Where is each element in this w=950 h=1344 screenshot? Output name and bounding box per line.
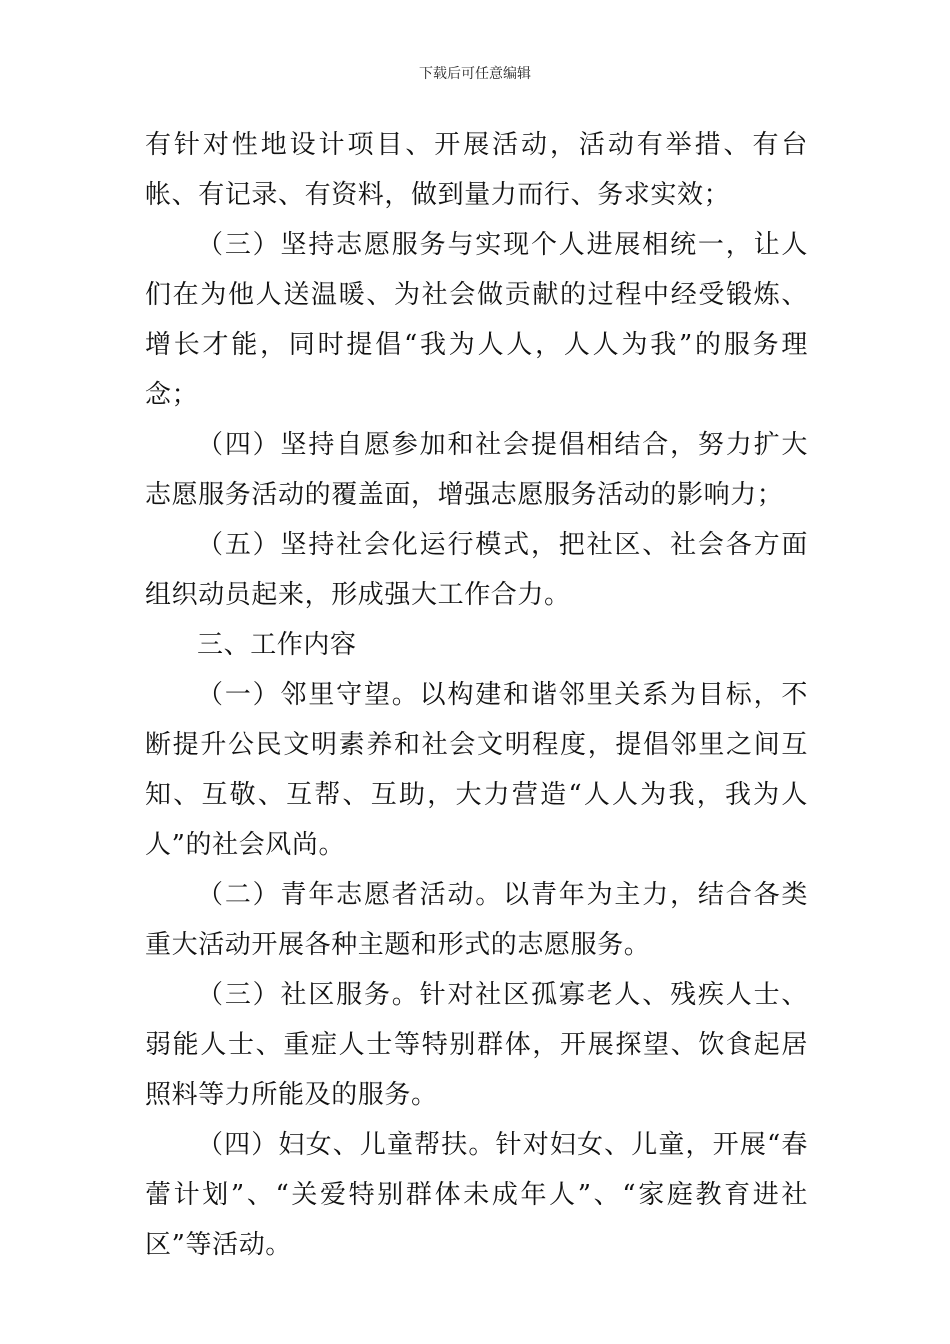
document-body — [145, 120, 808, 1270]
page-header: 下载后可任意编辑 — [419, 66, 531, 82]
paragraph-3: （四）坚持自愿参加和社会提倡相结合，努力扩大志愿服务活动的覆盖面，增强志愿服务活动的影响力； — [145, 430, 808, 510]
paragraph-2: （三）坚持志愿服务与实现个人进展相统一，让人们在为他人送温暖、为社会做贡献的过程中经受锻炼、增长才能，同时提倡“我为人人，人人为我”的服务理念； — [145, 230, 808, 410]
section-heading: 三、工作内容 — [197, 630, 357, 660]
paragraph-4: （五）坚持社会化运行模式，把社区、社会各方面组织动员起来，形成强大工作合力。 — [145, 530, 808, 610]
paragraph-1: 有针对性地设计项目、开展活动，活动有举措、有台帐、有记录、有资料，做到量力而行、务求实效； — [145, 130, 808, 210]
paragraph-8: （四）妇女、儿童帮扶。针对妇女、儿童，开展“春蕾计划”、“关爱特别群体未成年人”、“家庭教育进社区”等活动。 — [145, 1130, 808, 1260]
paragraph-7: （三）社区服务。针对社区孤寡老人、残疾人士、弱能人士、重症人士等特别群体，开展探望、饮食起居照料等力所能及的服务。 — [145, 980, 808, 1110]
paragraph-5: （一）邻里守望。以构建和谐邻里关系为目标，不断提升公民文明素养和社会文明程度，提倡邻里之间互知、互敬、互帮、互助，大力营造“人人为我，我为人人”的社会风尚。 — [145, 680, 808, 860]
paragraph-6: （二）青年志愿者活动。以青年为主力，结合各类重大活动开展各种主题和形式的志愿服务。 — [145, 880, 808, 960]
